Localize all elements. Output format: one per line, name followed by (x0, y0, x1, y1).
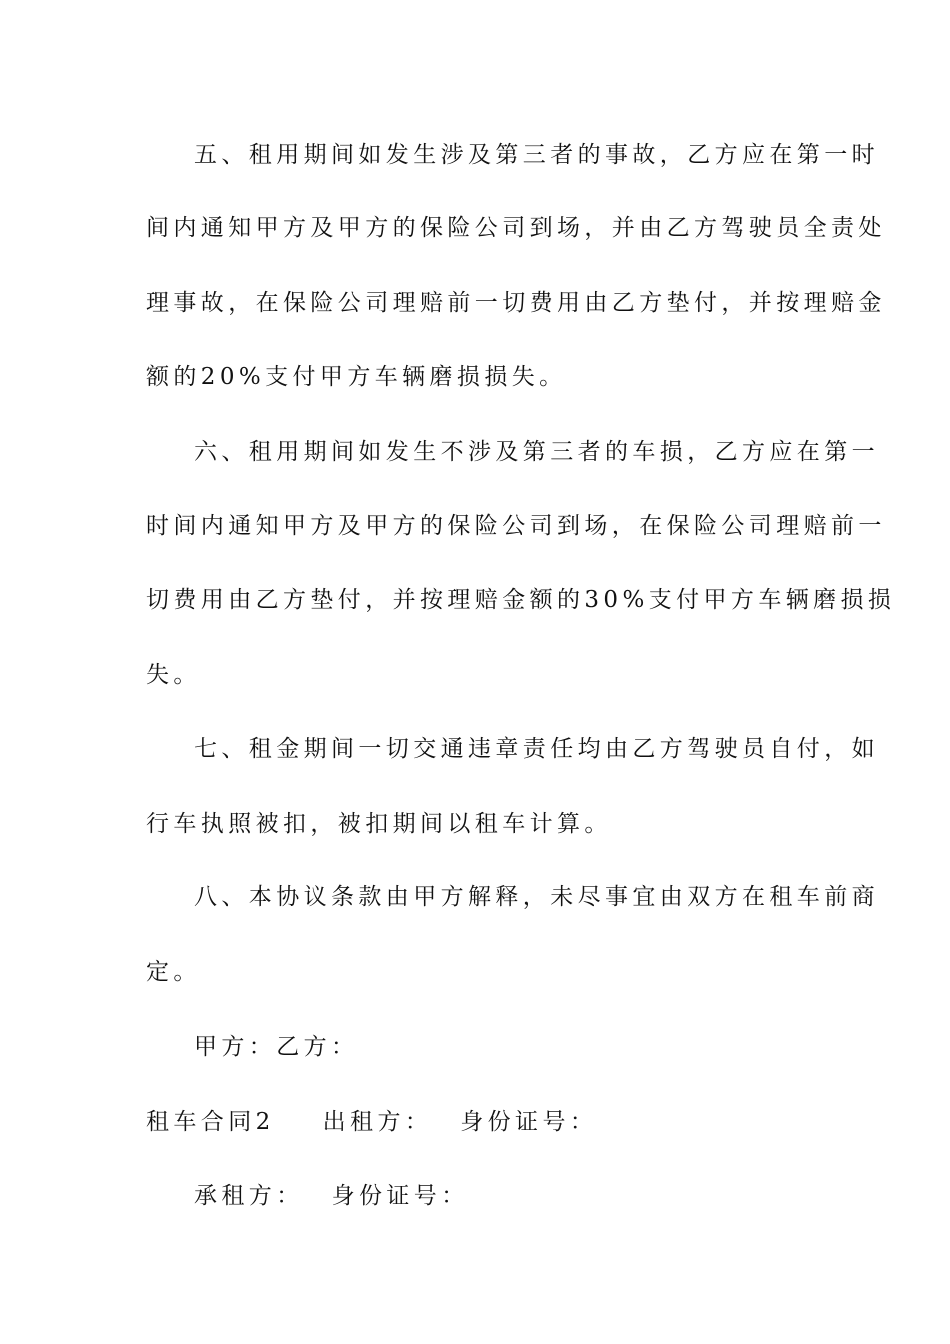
clause-7-line-2: 行车执照被扣，被扣期间以租车计算。 (146, 811, 612, 837)
clause-6-line-3: 切费用由乙方垫付，并按理赔金额的30%支付甲方车辆磨损损 (146, 587, 896, 613)
lessee-line (194, 1181, 874, 1211)
clause-5-line-4: 额的20%支付甲方车辆磨损损失。 (146, 364, 567, 390)
clause-8-line-1: 八、本协议条款由甲方解释，未尽事宜由双方在租车前商 (194, 884, 879, 910)
lessee-id-label: 身份证号： (331, 1183, 469, 1209)
lessor-label: 出租方： (322, 1109, 433, 1135)
lessee-label: 承租方： (194, 1183, 304, 1209)
lessor-id-label: 身份证号： (460, 1109, 598, 1135)
clause-5-line-2: 间内通知甲方及甲方的保险公司到场，并由乙方驾驶员全责处 (146, 215, 886, 241)
clause-6-line-4: 失。 (146, 662, 201, 688)
clause-6-line-1: 六、租用期间如发生不涉及第三者的车损，乙方应在第一 (194, 439, 879, 465)
contract2-title: 租车合同2 (146, 1109, 275, 1135)
signature-line: 甲方：乙方： (194, 1034, 359, 1060)
clause-7-line-1: 七、租金期间一切交通违章责任均由乙方驾驶员自付，如 (194, 736, 879, 762)
clause-6-line-2: 时间内通知甲方及甲方的保险公司到场，在保险公司理赔前一 (146, 513, 886, 539)
clause-5-line-1: 五、租用期间如发生涉及第三者的事故，乙方应在第一时 (194, 142, 879, 168)
clause-8-line-2: 定。 (146, 959, 201, 985)
contract2-header (146, 1107, 826, 1137)
clause-5-line-3: 理事故，在保险公司理赔前一切费用由乙方垫付，并按理赔金 (146, 290, 886, 316)
